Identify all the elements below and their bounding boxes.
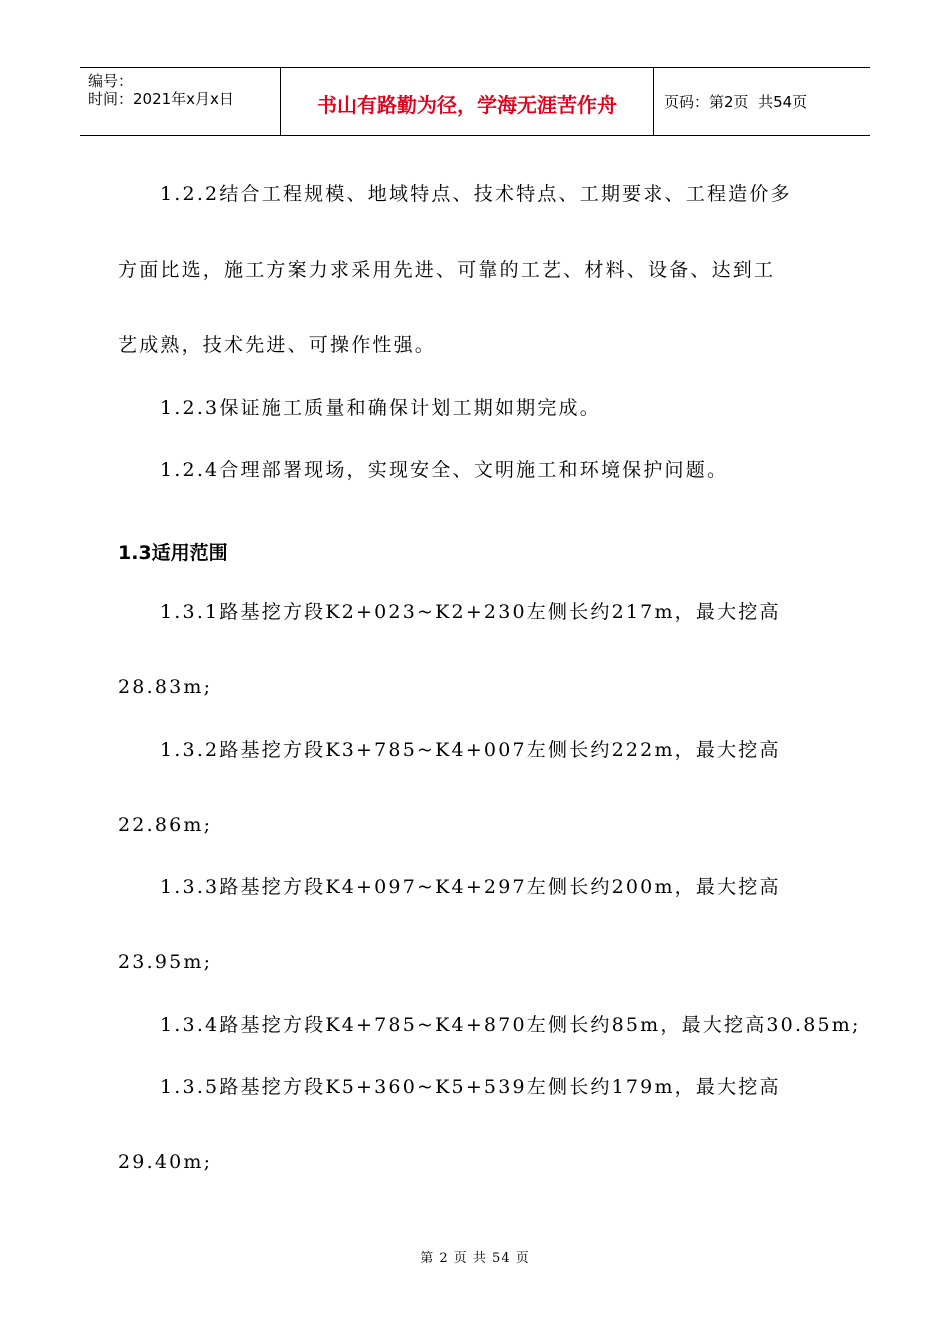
header-motto-cell (281, 68, 654, 135)
paragraph-line: 1.3.2路基挖方段K3+785~K4+007左侧长约222m，最大挖高 (160, 739, 781, 761)
section-heading: 1.3适用范围 (118, 542, 228, 564)
paragraph-line: 1.2.3保证施工质量和确保计划工期如期完成。 (160, 397, 601, 419)
header-meta (80, 68, 281, 135)
paragraph-line: 1.3.3路基挖方段K4+097~K4+297左侧长约200m，最大挖高 (160, 876, 781, 898)
paragraph-line: 22.86m; (118, 814, 213, 836)
paragraph-line: 1.2.2结合工程规模、地域特点、技术特点、工期要求、工程造价多 (160, 183, 792, 205)
paragraph-line: 方面比选，施工方案力求采用先进、可靠的工艺、材料、设备、达到工 (118, 259, 776, 281)
doc-number-label: 编号： (88, 72, 134, 90)
paragraph-line: 23.95m; (118, 951, 213, 973)
page-footer: 第 2 页 共 54 页 (420, 1251, 530, 1266)
page-header (80, 67, 870, 136)
paragraph-line: 28.83m; (118, 676, 213, 698)
header-page-cell (654, 68, 870, 135)
header-page-info: 页码：第2页 共54页 (664, 93, 808, 111)
paragraph-line: 1.3.4路基挖方段K4+785~K4+870左侧长约85m，最大挖高30.85m; (160, 1014, 861, 1036)
paragraph-line: 1.3.5路基挖方段K5+360~K5+539左侧长约179m，最大挖高 (160, 1076, 781, 1098)
paragraph-line: 1.2.4合理部署现场，实现安全、文明施工和环境保护问题。 (160, 459, 729, 481)
paragraph-line: 艺成熟，技术先进、可操作性强。 (118, 334, 437, 356)
doc-time-label: 时间：2021年x月x日 (88, 90, 234, 108)
header-motto: 书山有路勤为径，学海无涯苦作舟 (317, 93, 617, 117)
paragraph-line: 29.40m; (118, 1151, 213, 1173)
paragraph-line: 1.3.1路基挖方段K2+023~K2+230左侧长约217m，最大挖高 (160, 601, 781, 623)
